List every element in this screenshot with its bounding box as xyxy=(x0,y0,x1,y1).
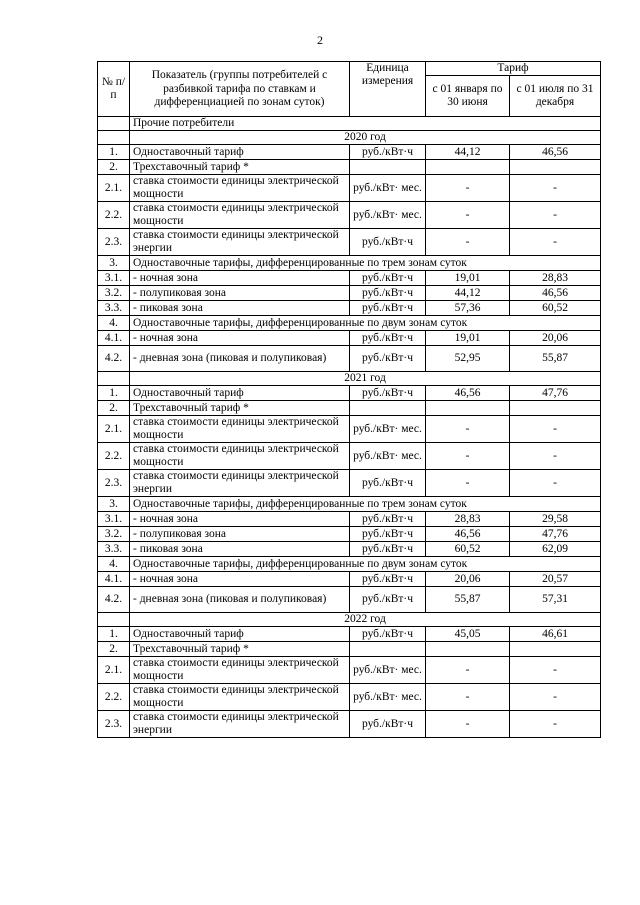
row-label: - пиковая зона xyxy=(130,301,350,316)
subtitle-row xyxy=(98,117,601,131)
row-value-period-2: 46,56 xyxy=(510,145,601,160)
row-label: - дневная зона (пиковая и полупиковая) xyxy=(130,346,350,372)
section-row xyxy=(98,256,601,271)
row-value-period-1: 46,56 xyxy=(426,386,510,401)
row-unit: руб./кВт·ч xyxy=(350,711,426,738)
row-unit: руб./кВт·ч xyxy=(350,331,426,346)
row-number: 3.1. xyxy=(98,512,130,527)
row-value-period-2 xyxy=(510,160,601,175)
row-number: 3.3. xyxy=(98,542,130,557)
row-number: 2.3. xyxy=(98,229,130,256)
table-header xyxy=(98,62,601,117)
row-value-period-1: 28,83 xyxy=(426,512,510,527)
table-row xyxy=(98,657,601,684)
row-label: ставка стоимости единицы электрической мощности xyxy=(130,202,350,229)
row-label: - дневная зона (пиковая и полупиковая) xyxy=(130,587,350,613)
row-number: 2. xyxy=(98,160,130,175)
section-row xyxy=(98,497,601,512)
row-value-period-2: 46,61 xyxy=(510,627,601,642)
row-unit: руб./кВт·ч xyxy=(350,145,426,160)
table-row xyxy=(98,512,601,527)
row-label: Трехставочный тариф * xyxy=(130,401,350,416)
row-unit: руб./кВт· мес. xyxy=(350,684,426,711)
row-value-period-2: 20,57 xyxy=(510,572,601,587)
table-row xyxy=(98,711,601,738)
row-value-period-1: - xyxy=(426,443,510,470)
table-row xyxy=(98,572,601,587)
row-value-period-2: - xyxy=(510,229,601,256)
row-label: Трехставочный тариф * xyxy=(130,160,350,175)
row-value-period-1: 44,12 xyxy=(426,286,510,301)
row-unit xyxy=(350,401,426,416)
row-unit: руб./кВт·ч xyxy=(350,229,426,256)
row-number: 3.3. xyxy=(98,301,130,316)
row-number: 2.2. xyxy=(98,684,130,711)
row-unit: руб./кВт·ч xyxy=(350,527,426,542)
row-number: 4.2. xyxy=(98,587,130,613)
table-row xyxy=(98,286,601,301)
row-number: 3. xyxy=(98,256,130,271)
row-value-period-1 xyxy=(426,642,510,657)
row-number: 3.2. xyxy=(98,286,130,301)
row-value-period-1: - xyxy=(426,175,510,202)
table-row xyxy=(98,443,601,470)
row-number: 2. xyxy=(98,401,130,416)
table-row xyxy=(98,416,601,443)
row-unit: руб./кВт·ч xyxy=(350,301,426,316)
row-value-period-2: 57,31 xyxy=(510,587,601,613)
row-number: 2.2. xyxy=(98,443,130,470)
row-value-period-1: 46,56 xyxy=(426,527,510,542)
table-row xyxy=(98,175,601,202)
year-num-cell xyxy=(98,372,130,386)
header-tariff: Тариф xyxy=(426,62,601,76)
row-value-period-1 xyxy=(426,401,510,416)
row-value-period-2: - xyxy=(510,202,601,229)
row-label: Одноставочный тариф xyxy=(130,627,350,642)
row-number: 2.2. xyxy=(98,202,130,229)
row-label: - ночная зона xyxy=(130,512,350,527)
row-unit: руб./кВт·ч xyxy=(350,542,426,557)
year-cell: 2021 год xyxy=(130,372,601,386)
row-number: 4. xyxy=(98,557,130,572)
row-value-period-1: - xyxy=(426,416,510,443)
section-label: Одноставочные тарифы, дифференцированные по трем зонам суток xyxy=(130,497,601,512)
row-value-period-2: 62,09 xyxy=(510,542,601,557)
table-row xyxy=(98,642,601,657)
row-label: ставка стоимости единицы электрической мощности xyxy=(130,416,350,443)
row-value-period-2: - xyxy=(510,711,601,738)
table-row xyxy=(98,627,601,642)
table-row xyxy=(98,470,601,497)
row-value-period-1: 52,95 xyxy=(426,346,510,372)
section-label: Одноставочные тарифы, дифференцированные по двум зонам суток xyxy=(130,557,601,572)
row-value-period-1: - xyxy=(426,711,510,738)
row-number: 2.1. xyxy=(98,175,130,202)
row-value-period-1: 57,36 xyxy=(426,301,510,316)
row-unit xyxy=(350,160,426,175)
header-period-2: с 01 июля по 31 декабря xyxy=(510,76,601,117)
row-number: 3.1. xyxy=(98,271,130,286)
row-number: 2. xyxy=(98,642,130,657)
table-row xyxy=(98,346,601,372)
row-value-period-2: - xyxy=(510,443,601,470)
subtitle-num-cell xyxy=(98,117,130,131)
row-value-period-1: 44,12 xyxy=(426,145,510,160)
table-row xyxy=(98,229,601,256)
table-row xyxy=(98,587,601,613)
row-value-period-2: 55,87 xyxy=(510,346,601,372)
row-label: ставка стоимости единицы электрической мощности xyxy=(130,684,350,711)
row-value-period-2: 28,83 xyxy=(510,271,601,286)
section-row xyxy=(98,557,601,572)
row-value-period-2: - xyxy=(510,416,601,443)
row-value-period-2: - xyxy=(510,175,601,202)
row-value-period-1: 45,05 xyxy=(426,627,510,642)
section-label: Одноставочные тарифы, дифференцированные по трем зонам суток xyxy=(130,256,601,271)
table-body xyxy=(98,117,601,738)
row-label: ставка стоимости единицы электрической мощности xyxy=(130,175,350,202)
header-unit: Единица измерения xyxy=(350,62,426,117)
header-num: № п/п xyxy=(98,62,130,117)
row-value-period-2: 47,76 xyxy=(510,386,601,401)
row-label: - полупиковая зона xyxy=(130,527,350,542)
row-value-period-2: - xyxy=(510,684,601,711)
row-value-period-1: - xyxy=(426,470,510,497)
year-row xyxy=(98,131,601,145)
table-row xyxy=(98,527,601,542)
section-label: Одноставочные тарифы, дифференцированные по двум зонам суток xyxy=(130,316,601,331)
row-value-period-2: 20,06 xyxy=(510,331,601,346)
row-number: 1. xyxy=(98,145,130,160)
row-label: ставка стоимости единицы электрической мощности xyxy=(130,657,350,684)
row-unit: руб./кВт·ч xyxy=(350,271,426,286)
table-row xyxy=(98,386,601,401)
page-number: 2 xyxy=(317,33,323,47)
row-unit: руб./кВт·ч xyxy=(350,470,426,497)
row-value-period-1 xyxy=(426,160,510,175)
row-value-period-1: 60,52 xyxy=(426,542,510,557)
row-unit: руб./кВт·ч xyxy=(350,627,426,642)
row-value-period-1: - xyxy=(426,202,510,229)
row-value-period-2: 46,56 xyxy=(510,286,601,301)
table-row xyxy=(98,145,601,160)
row-label: Одноставочный тариф xyxy=(130,145,350,160)
row-unit xyxy=(350,642,426,657)
row-value-period-2: 29,58 xyxy=(510,512,601,527)
year-row xyxy=(98,613,601,627)
table-row xyxy=(98,160,601,175)
row-number: 2.1. xyxy=(98,416,130,443)
row-label: Трехставочный тариф * xyxy=(130,642,350,657)
year-cell: 2020 год xyxy=(130,131,601,145)
row-unit: руб./кВт·ч xyxy=(350,346,426,372)
row-label: - ночная зона xyxy=(130,572,350,587)
row-number: 3. xyxy=(98,497,130,512)
row-value-period-2: 60,52 xyxy=(510,301,601,316)
year-num-cell xyxy=(98,131,130,145)
row-value-period-2 xyxy=(510,642,601,657)
table-row xyxy=(98,401,601,416)
table-row xyxy=(98,202,601,229)
table-row xyxy=(98,542,601,557)
row-unit: руб./кВт·ч xyxy=(350,572,426,587)
row-label: ставка стоимости единицы электрической энергии xyxy=(130,711,350,738)
row-unit: руб./кВт· мес. xyxy=(350,657,426,684)
row-unit: руб./кВт·ч xyxy=(350,386,426,401)
row-label: ставка стоимости единицы электрической энергии xyxy=(130,470,350,497)
tariff-table xyxy=(97,61,601,738)
table-row xyxy=(98,271,601,286)
year-row xyxy=(98,372,601,386)
row-unit: руб./кВт·ч xyxy=(350,587,426,613)
table-row xyxy=(98,684,601,711)
row-value-period-1: - xyxy=(426,657,510,684)
row-number: 2.3. xyxy=(98,711,130,738)
row-value-period-2 xyxy=(510,401,601,416)
row-label: - полупиковая зона xyxy=(130,286,350,301)
row-unit: руб./кВт· мес. xyxy=(350,416,426,443)
row-unit: руб./кВт· мес. xyxy=(350,175,426,202)
row-number: 4.2. xyxy=(98,346,130,372)
row-number: 3.2. xyxy=(98,527,130,542)
row-unit: руб./кВт·ч xyxy=(350,286,426,301)
row-unit: руб./кВт· мес. xyxy=(350,443,426,470)
row-unit: руб./кВт· мес. xyxy=(350,202,426,229)
row-value-period-2: - xyxy=(510,657,601,684)
row-number: 4.1. xyxy=(98,331,130,346)
subtitle-cell: Прочие потребители xyxy=(130,117,601,131)
header-indicator: Показатель (группы потребителей с разбивкой тарифа по ставкам и дифференциацией по зонам суток) xyxy=(130,62,350,117)
row-number: 1. xyxy=(98,386,130,401)
row-number: 4.1. xyxy=(98,572,130,587)
row-number: 4. xyxy=(98,316,130,331)
header-period-1: с 01 января по 30 июня xyxy=(426,76,510,117)
row-label: ставка стоимости единицы электрической мощности xyxy=(130,443,350,470)
row-value-period-1: 20,06 xyxy=(426,572,510,587)
row-value-period-2: - xyxy=(510,470,601,497)
row-value-period-2: 47,76 xyxy=(510,527,601,542)
year-num-cell xyxy=(98,613,130,627)
row-value-period-1: 19,01 xyxy=(426,331,510,346)
row-value-period-1: 19,01 xyxy=(426,271,510,286)
table-row xyxy=(98,331,601,346)
year-cell: 2022 год xyxy=(130,613,601,627)
row-number: 1. xyxy=(98,627,130,642)
row-label: - ночная зона xyxy=(130,331,350,346)
section-row xyxy=(98,316,601,331)
table-row xyxy=(98,301,601,316)
row-label: ставка стоимости единицы электрической энергии xyxy=(130,229,350,256)
row-value-period-1: - xyxy=(426,229,510,256)
row-unit: руб./кВт·ч xyxy=(350,512,426,527)
row-value-period-1: - xyxy=(426,684,510,711)
row-label: - пиковая зона xyxy=(130,542,350,557)
row-number: 2.1. xyxy=(98,657,130,684)
row-label: Одноставочный тариф xyxy=(130,386,350,401)
row-label: - ночная зона xyxy=(130,271,350,286)
row-number: 2.3. xyxy=(98,470,130,497)
row-value-period-1: 55,87 xyxy=(426,587,510,613)
